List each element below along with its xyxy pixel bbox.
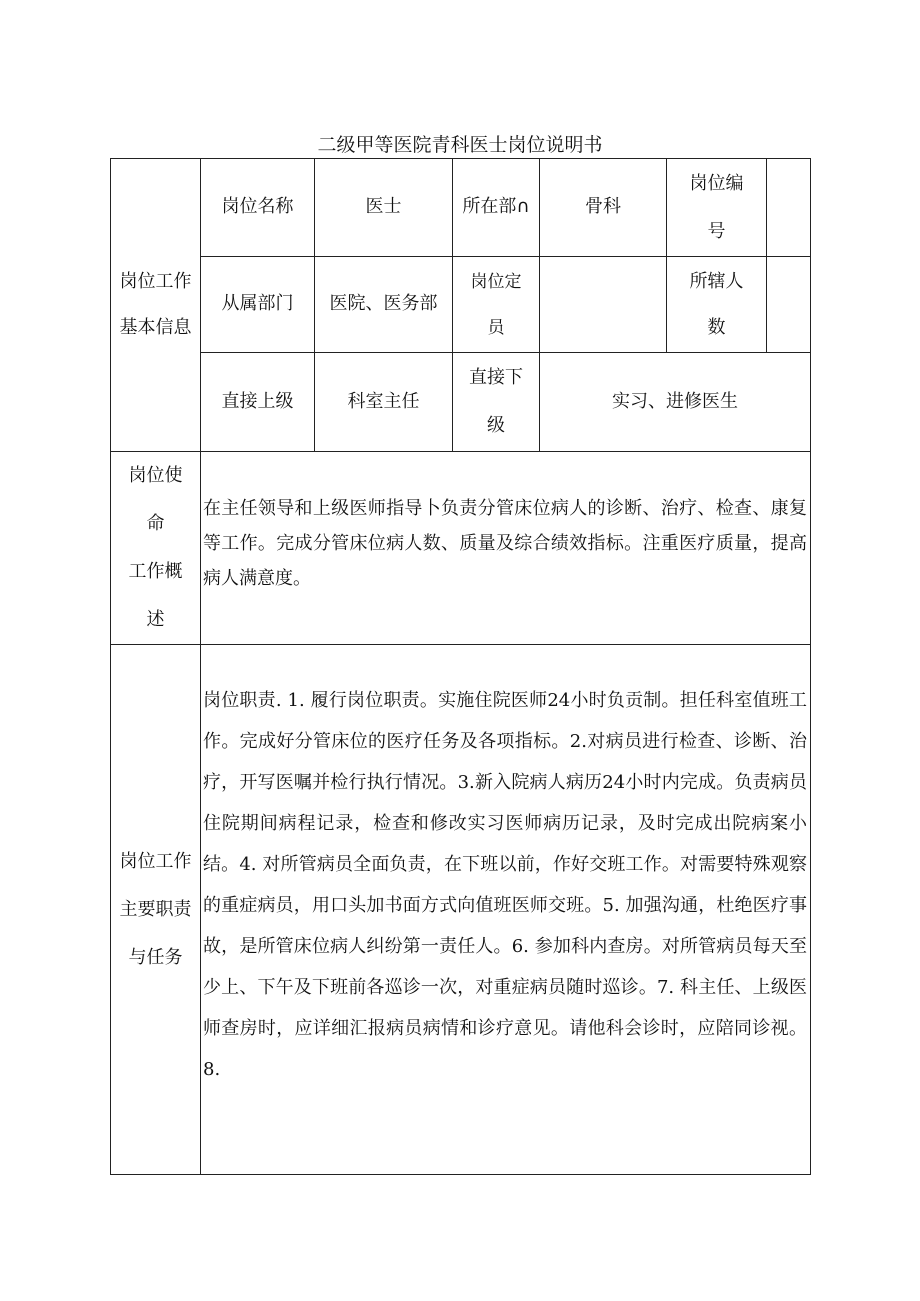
position-name-label: 岗位名称 (221, 196, 294, 218)
affiliated-department-label: 从属部门 (221, 293, 294, 315)
subordinates-count-value (767, 257, 810, 352)
duties-section-label (111, 645, 200, 1174)
position-name-value: 医士 (365, 196, 402, 218)
subordinates-label-line2: 数 (707, 316, 726, 338)
direct-subordinate-label-line1: 直接下 (469, 367, 523, 388)
direct-superior-label: 直接上级 (221, 390, 294, 412)
document-title: 二级甲等医院青科医士岗位说明书 (317, 134, 603, 156)
duties-label-line2: 主要职责 (119, 898, 192, 920)
mission-text: 在主任领导和上级医师指导卜负责分管床位病人的诊断、治疗、检查、康复等工作。完成分管床位病人数、质量及综合绩效指标。注重医疗质量，提高病人满意度。 (203, 498, 807, 589)
basic-info-label-line1: 岗位工作 (119, 271, 192, 292)
duties-text: 岗位职责. 1. 履行岗位职责。实施住院医师24小时负贡制。担任科室值班工作。完成好分管床位的医疗任务及各项指标。2.对病员进行检查、诊断、治疗，开写医嘱并检行执行情况。3.新入院病人病历24小时内完成。负责病员住院期间病程记录，检查和修改实习医师病历记录，及时完成出院病案小结。4. 对所管病员全面负责，在下班以前，作好交班工作。对需要特殊观察的重症病员，用口头加书面方式向值班医师交班。5. 加强沟通，杜绝医疗事故，是所管床位病人纠纷第一责任人。6. 参加科内查房。对所管病员每天至少上、下午及下班前各巡诊一次，对重症病员随时巡诊。7. 科主任、上级医师查房时，应详细汇报病员病情和诊疗意见。请他科会诊时，应陪同诊视。8. (203, 690, 807, 1080)
table-line (110, 451, 810, 452)
position-code-label-line2: 号 (707, 220, 726, 242)
position-code-value (767, 159, 810, 256)
affiliated-department-value: 医院、医务部 (329, 293, 438, 315)
basic-info-label-line2: 基本信息 (119, 317, 192, 338)
table-line (810, 158, 811, 1175)
direct-subordinate-value: 实习、进修医生 (612, 390, 738, 412)
department-label: 所在部∩ (462, 196, 530, 218)
position-code-label (667, 159, 766, 256)
subordinates-label-line1: 所辖人 (689, 270, 744, 292)
mission-section-label (111, 452, 200, 644)
mission-label-line1: 岗位使 (128, 465, 183, 486)
direct-superior-value: 科室主任 (347, 390, 420, 412)
mission-label-line4: 述 (146, 609, 165, 630)
headcount-label-line1: 岗位定 (470, 271, 522, 292)
table-line (110, 644, 810, 645)
headcount-label-line2: 员 (487, 317, 505, 338)
department-value: 骨科 (585, 196, 621, 218)
mission-label-line2: 命 (146, 513, 165, 534)
basic-info-section-label (111, 159, 200, 451)
table-line (110, 1174, 810, 1175)
direct-subordinate-label (453, 353, 539, 451)
subordinates-count-label (667, 257, 766, 352)
duties-label-line3: 与任务 (128, 946, 183, 968)
headcount-label (453, 257, 539, 352)
duties-label-line1: 岗位工作 (119, 850, 192, 872)
headcount-value (540, 257, 666, 352)
direct-subordinate-label-line2: 级 (487, 415, 505, 436)
position-code-label-line1: 岗位编 (689, 172, 744, 194)
mission-label-line3: 工作概 (128, 561, 183, 582)
